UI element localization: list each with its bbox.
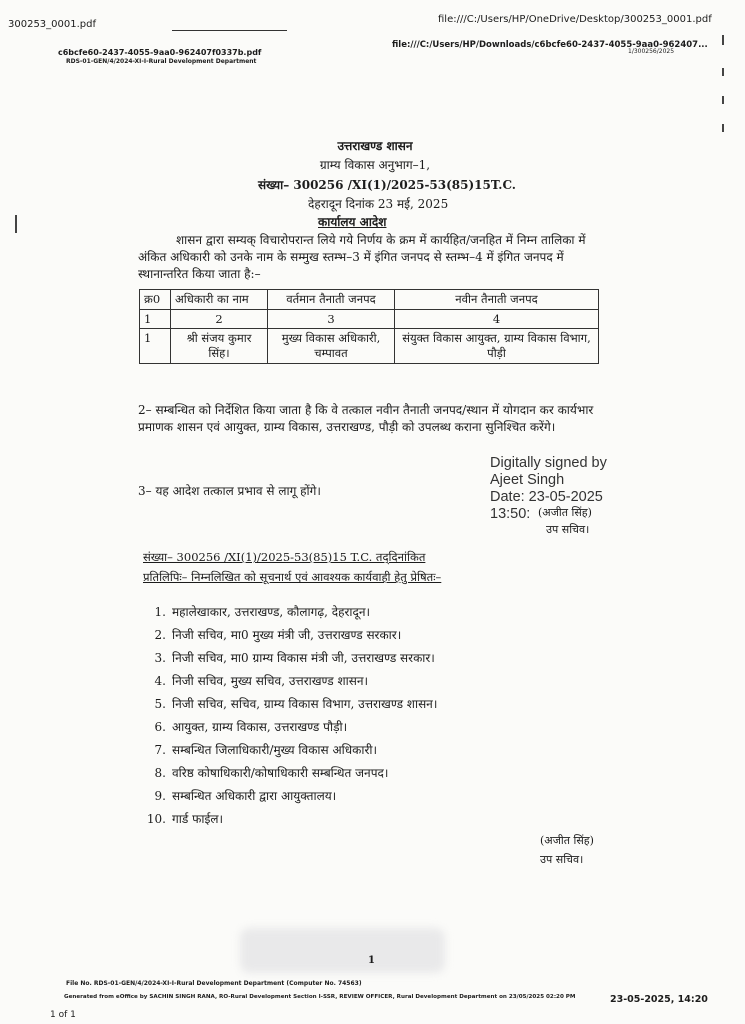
list-item: 8. वरिष्ठ कोषाधिकारी/कोषाधिकारी सम्बन्धित जनपद।	[154, 766, 389, 780]
paragraph-3: 3– यह आदेश तत्काल प्रभाव से लागू होंगे।	[138, 484, 321, 498]
signatory-name: (अजीत सिंह)	[538, 506, 592, 519]
header-cell: नवीन तैनाती जनपद	[395, 290, 599, 310]
scan-mark	[15, 215, 17, 233]
scan-mark	[722, 35, 724, 45]
list-item: 1. महालेखाकार, उत्तराखण्ड, कौलागढ़, देहरादून।	[154, 605, 371, 619]
list-item: 3. निजी सचिव, मा0 ग्राम्य विकास मंत्री जी, उत्तराखण्ड सरकार।	[154, 651, 435, 665]
signatory-designation: उप सचिव।	[546, 523, 590, 536]
list-item: 4. निजी सचिव, मुख्य सचिव, उत्तराखण्ड शासन।	[154, 674, 369, 688]
number-cell: 3	[268, 310, 395, 329]
scan-smudge	[240, 928, 445, 973]
table-number-row	[140, 310, 599, 329]
file-url-top: file:///C:/Users/HP/OneDrive/Desktop/300253_0001.pdf	[438, 14, 712, 25]
government-name: उत्तराखण्ड शासन	[337, 139, 413, 153]
cell-serial: 1	[140, 329, 171, 364]
footer-generated: Generated from eOffice by SACHIN SINGH RANA, RO-Rural Development Section I-SSR, REVIEW OFFICER, Rural Development Department on 23/05/2025 02:20 PM	[64, 994, 576, 1000]
page-number: 1	[368, 955, 375, 966]
number-cell: 1	[140, 310, 171, 329]
pdf-tab-title: 300253_0001.pdf	[8, 19, 97, 30]
cell-officer-name: श्री संजय कुमार सिंह।	[171, 329, 268, 364]
list-item: 5. निजी सचिव, सचिव, ग्राम्य विकास विभाग, उत्तराखण्ड शासन।	[154, 697, 438, 711]
header-cell: वर्तमान तैनाती जनपद	[268, 290, 395, 310]
scan-mark	[722, 124, 724, 132]
signatory2-designation: उप सचिव।	[540, 853, 584, 866]
place-date: देहरादून दिनांक 23 मई, 2025	[308, 197, 449, 211]
intro-paragraph: शासन द्वारा सम्यक् विचारोपरान्त लिये गये निर्णय के क्रम में कार्यहित/जनहित में निम्न तालिका में अंकित अधिकारी को उनके नाम के सम्मुख स्तम्भ–3 में इंगित जनपद से स्तम्भ–4 में इंगित जनपद में स्थानान्तरित किया जाता है:–	[138, 233, 586, 281]
header-rule	[172, 30, 287, 31]
header-cell: अधिकारी का नाम	[171, 290, 268, 310]
copy-recipient-list	[146, 603, 437, 833]
copy-number: संख्या– 300256 /XI(1)/2025-53(85)15 T.C. तद्‌दिनांकित	[143, 550, 426, 564]
order-title: कार्यालय आदेश	[318, 215, 387, 229]
footer-page-of: 1 of 1	[50, 1010, 76, 1020]
table-header-row	[140, 290, 599, 310]
sig-line-3: Date: 23-05-2025	[490, 489, 603, 505]
scan-mark	[722, 96, 724, 104]
sig-line-4: 13:50:	[490, 506, 531, 522]
number-cell: 4	[395, 310, 599, 329]
file-url-second: file:///C:/Users/HP/Downloads/c6bcfe60-2437-4055-9aa0-962407...	[392, 40, 708, 50]
ref-small: 1/300256/2025	[628, 48, 675, 55]
list-item: 10. गार्ड फाईल।	[146, 812, 224, 826]
footer-timestamp: 23-05-2025, 14:20	[610, 994, 708, 1005]
footer-file-no: File No. RDS-01-GEN/4/2024-XI-I-Rural Development Department (Computer No. 74563)	[66, 980, 362, 987]
number-cell: 2	[171, 310, 268, 329]
file-name: c6bcfe60-2437-4055-9aa0-962407f0337b.pdf	[58, 48, 262, 57]
section-name: ग्राम्य विकास अनुभाग–1,	[319, 158, 431, 172]
signatory2-name: (अजीत सिंह)	[540, 834, 594, 847]
cell-new-posting: संयुक्त विकास आयुक्त, ग्राम्य विकास विभाग, पौड़ी	[395, 329, 599, 364]
list-item: 9. सम्बन्धित अधिकारी द्वारा आयुक्तालय।	[154, 789, 337, 803]
copy-heading: प्रतिलिपिः– निम्नलिखित को सूचनार्थ एवं आवश्यक कार्यवाही हेतु प्रेषितः–	[143, 570, 442, 584]
sig-line-2: Ajeet Singh	[490, 472, 565, 488]
cell-current-posting: मुख्य विकास अधिकारी, चम्पावत	[268, 329, 395, 364]
list-item: 6. आयुक्त, ग्राम्य विकास, उत्तराखण्ड पौड़ी।	[154, 720, 348, 734]
order-number: संख्या– 300256 /XI(1)/2025-53(85)15T.C.	[258, 178, 516, 192]
transfer-table	[139, 289, 599, 364]
list-item: 7. सम्बन्धित जिलाधिकारी/मुख्य विकास अधिकारी।	[154, 743, 378, 757]
header-cell: क्र0	[140, 290, 171, 310]
file-code: RDS-01-GEN/4/2024-XI-I-Rural Development Department	[66, 58, 257, 65]
sig-line-1: Digitally signed by	[490, 455, 607, 471]
table-row	[140, 329, 599, 364]
list-item: 2. निजी सचिव, मा0 मुख्य मंत्री जी, उत्तराखण्ड सरकार।	[154, 628, 402, 642]
paragraph-2: 2– सम्बन्धित को निर्देशित किया जाता है कि वे तत्काल नवीन तैनाती जनपद/स्थान में योगदान कर कार्यभार प्रमाणक शासन एवं आयुक्त, ग्राम्य विकास, उत्तराखण्ड, पौड़ी को उपलब्ध कराना सुनिश्चित करेंगे।	[138, 403, 594, 434]
scan-mark	[722, 68, 724, 76]
